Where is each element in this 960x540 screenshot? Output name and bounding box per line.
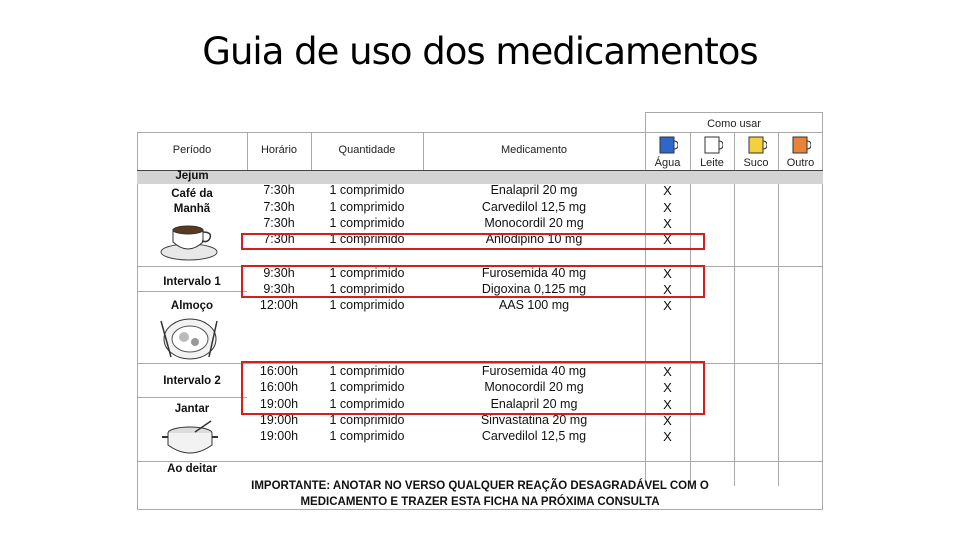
header-como-usar: Como usar (707, 118, 761, 130)
header-periodo: Período (172, 144, 212, 156)
plate-icon (159, 315, 221, 361)
row-time: 7:30h (263, 200, 295, 214)
row-quantity: 1 comprimido (329, 282, 405, 296)
cup-leite-icon (701, 135, 723, 157)
row-usage-mark: X (663, 183, 672, 198)
row-medication: Carvedilol 12,5 mg (481, 200, 587, 214)
row-quantity: 1 comprimido (329, 397, 405, 411)
row-medication: Enalapril 20 mg (490, 183, 578, 197)
highlight-box-intervalo1 (241, 265, 705, 298)
label-suco: Suco (743, 157, 769, 169)
row-usage-mark: X (663, 216, 672, 231)
row-medication: Sinvastatina 20 mg (480, 413, 588, 427)
row-time: 19:00h (259, 413, 299, 427)
row-medication: Anlodipino 10 mg (485, 232, 583, 246)
row-usage-mark: X (663, 380, 672, 395)
row-quantity: 1 comprimido (329, 429, 405, 443)
sep-int1 (137, 291, 247, 292)
como-usar-sub-line (645, 132, 823, 133)
soup-pot-icon (159, 419, 221, 459)
row-quantity: 1 comprimido (329, 413, 405, 427)
label-leite: Leite (700, 157, 724, 169)
row-time: 19:00h (259, 429, 299, 443)
row-time: 9:30h (263, 266, 295, 280)
row-quantity: 1 comprimido (329, 380, 405, 394)
period-jantar: Jantar (174, 403, 210, 415)
highlight-box-intervalo2 (241, 361, 705, 415)
note-line-2: MEDICAMENTO E TRAZER ESTA FICHA NA PRÓXIMA CONSULTA (300, 496, 660, 508)
row-quantity: 1 comprimido (329, 232, 405, 246)
row-time: 7:30h (263, 216, 295, 230)
frame-top (137, 132, 645, 133)
period-ao-deitar: Ao deitar (167, 463, 217, 475)
row-quantity: 1 comprimido (329, 364, 405, 378)
row-medication: Furosemida 40 mg (481, 266, 587, 280)
row-medication: Enalapril 20 mg (490, 397, 578, 411)
row-time: 7:30h (263, 232, 295, 246)
row-time: 9:30h (263, 282, 295, 296)
cup-agua-icon (656, 135, 678, 157)
cup-outro-icon (789, 135, 811, 157)
row-time: 16:00h (259, 364, 299, 378)
row-usage-mark: X (663, 413, 672, 428)
row-quantity: 1 comprimido (329, 266, 405, 280)
header-quantidade: Quantidade (338, 144, 396, 156)
row-quantity: 1 comprimido (329, 183, 405, 197)
row-usage-mark: X (663, 397, 672, 412)
row-medication: Monocordil 20 mg (484, 216, 584, 230)
frame-left (137, 132, 138, 510)
row-time: 16:00h (259, 380, 299, 394)
row-medication: Furosemida 40 mg (481, 364, 587, 378)
label-agua: Água (654, 157, 681, 169)
header-horario: Horário (260, 144, 298, 156)
note-line-1: IMPORTANTE: ANOTAR NO VERSO QUALQUER REAÇÃO DESAGRADÁVEL COM O (251, 480, 709, 492)
period-intervalo-1: Intervalo 1 (163, 276, 221, 288)
row-usage-mark: X (663, 266, 672, 281)
period-cafe: Café da Manhã (171, 188, 213, 215)
highlight-box-anlodipino (241, 233, 705, 250)
medication-sheet (137, 112, 823, 510)
cup-suco-icon (745, 135, 767, 157)
col-div-suco (778, 132, 779, 486)
row-usage-mark: X (663, 200, 672, 215)
period-almoco: Almoço (170, 300, 214, 312)
label-outro: Outro (786, 157, 815, 169)
como-usar-top (645, 112, 823, 113)
row-quantity: 1 comprimido (329, 200, 405, 214)
header-medicamento: Medicamento (500, 144, 568, 156)
row-medication: Carvedilol 12,5 mg (481, 429, 587, 443)
coffee-cup-icon (159, 218, 221, 262)
row-quantity: 1 comprimido (329, 216, 405, 230)
col-div-agua (690, 132, 691, 486)
sep-int2 (137, 397, 247, 398)
row-time: 19:00h (259, 397, 299, 411)
row-time: 12:00h (259, 298, 299, 312)
row-usage-mark: X (663, 429, 672, 444)
row-quantity: 1 comprimido (329, 298, 405, 312)
row-usage-mark: X (663, 232, 672, 247)
row-usage-mark: X (663, 364, 672, 379)
row-time: 7:30h (263, 183, 295, 197)
page-title: Guia de uso dos medicamentos (202, 30, 758, 73)
row-medication: AAS 100 mg (498, 298, 570, 312)
row-usage-mark: X (663, 282, 672, 297)
col-div-leite (734, 132, 735, 486)
period-jejum: Jejum (175, 170, 209, 182)
row-medication: Monocordil 20 mg (484, 380, 584, 394)
period-intervalo-2: Intervalo 2 (163, 375, 221, 387)
row-medication: Digoxina 0,125 mg (481, 282, 587, 296)
row-usage-mark: X (663, 298, 672, 313)
